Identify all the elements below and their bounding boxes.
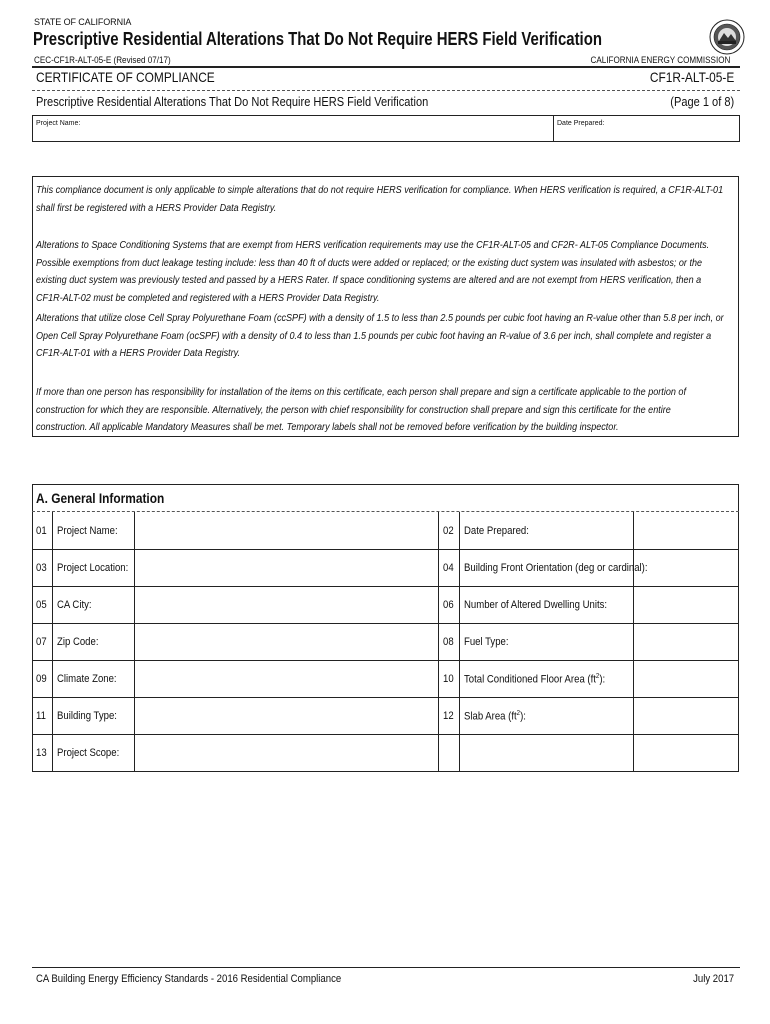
divider: [32, 90, 740, 91]
date-prepared-header-label: Date Prepared:: [557, 120, 605, 127]
field-number: 13: [36, 747, 47, 759]
field-number: 09: [36, 673, 47, 685]
section-a-title: A. General Information: [36, 490, 165, 506]
table-column-line: [52, 512, 53, 771]
field-number: 02: [443, 525, 454, 537]
field-label: Building Front Orientation (deg or cardinal):: [464, 562, 648, 574]
field-label: Project Scope:: [57, 747, 120, 759]
form-revision: CEC-CF1R-ALT-05-E (Revised 07/17): [34, 55, 171, 65]
state-seal-icon: [709, 19, 745, 55]
field-label: Climate Zone:: [57, 673, 117, 685]
instruction-paragraph-4: If more than one person has responsibility for installation of the items on this certificate, each person shall prepare and sign a certificate applicable to the portion of construction for which they are responsible. Alternatively, the person with chief responsibility for construction shall prepare and sign this certificate for the entire construction. All applicable Mandatory Measures shall be met. Temporary labels shall not be removed before verification by the building inspector.: [36, 387, 686, 433]
field-value-input[interactable]: [135, 587, 437, 622]
field-number: 04: [443, 562, 454, 574]
box-border: [739, 115, 740, 142]
field-label: Project Name:: [57, 525, 118, 537]
certificate-label: CERTIFICATE OF COMPLIANCE: [36, 69, 215, 85]
instruction-paragraph-2: Alterations to Space Conditioning Systems that are exempt from HERS verification requirements may use the CF1R-ALT-05 and CF2R- ALT-05 Compliance Documents. Possible exemptions from duct leakage testing include: less than 40 ft of ducts were added or replaced; or the existing duct system was insulated with asbestos; or the existing duct system was previously tested and passed by a HERS Rater. If space conditioning systems are altered and are not exempt from HERS verification, then a CF1R-ALT-02 must be completed and registered with a HERS Provider Data Registry.: [36, 240, 710, 304]
project-name-header-label: Project Name:: [36, 120, 81, 127]
field-value-input[interactable]: [634, 661, 738, 696]
field-number: 03: [36, 562, 47, 574]
field-number: 12: [443, 710, 454, 722]
top-rule: [32, 66, 740, 68]
certificate-subtitle: Prescriptive Residential Alterations That Do Not Require HERS Field Verification: [36, 94, 429, 109]
field-value-input[interactable]: [135, 661, 437, 696]
field-number: 07: [36, 636, 47, 648]
field-value-input[interactable]: [135, 550, 437, 585]
field-label-superscript: 2: [595, 673, 600, 680]
field-value-input[interactable]: [634, 624, 738, 659]
field-label-superscript: 2: [516, 710, 521, 717]
field-number: 08: [443, 636, 454, 648]
field-number: 06: [443, 599, 454, 611]
footer-rule: [32, 967, 740, 968]
instruction-paragraph-1: This compliance document is only applicable to simple alterations that do not require HERS verification for compliance. When HERS verification is required, a CF1R-ALT-01 shall first be registered with a HERS Provider Data Registry.: [36, 185, 724, 214]
instruction-paragraph-3: Alterations that utilize close Cell Spray Polyurethane Foam (ccSPF) with a density of 1.5 to less than 2.5 pounds per cubic foot having an R-value other than 5.8 per inch, or Open Cell Spray Polyurethane Foam (ocSPF) with a density of 0.4 to less than 1.5 pounds per cubic foot having an R-value of 3.6 per inch, shall complete and register a CF1R-ALT-01 with a HERS Provider Data Registry.: [36, 313, 724, 359]
field-value-input[interactable]: [634, 513, 738, 548]
divider: [32, 115, 740, 116]
field-label: Date Prepared:: [464, 525, 529, 537]
footer-date: July 2017: [693, 973, 734, 985]
field-label: Number of Altered Dwelling Units:: [464, 599, 608, 611]
footer-standards: CA Building Energy Efficiency Standards - 2016 Residential Compliance: [36, 973, 342, 985]
field-number: 05: [36, 599, 47, 611]
field-value-input[interactable]: [135, 513, 437, 548]
field-label: Building Type:: [57, 710, 117, 722]
field-number: 10: [443, 673, 454, 685]
field-number: 01: [36, 525, 47, 537]
field-label: Slab Area $(ft^2)$:: [464, 710, 526, 723]
box-bottom: [32, 141, 740, 142]
field-value-input[interactable]: [135, 735, 437, 770]
form-title: Prescriptive Residential Alterations That Do Not Require HERS Field Verification: [33, 29, 602, 49]
page-indicator: (Page 1 of 8): [670, 94, 734, 109]
box-divider: [553, 115, 554, 142]
field-number: 11: [36, 710, 46, 722]
table-column-line: [459, 512, 460, 771]
field-label: Zip Code:: [57, 636, 99, 648]
field-label: CA City:: [57, 599, 92, 611]
field-label: Project Location:: [57, 562, 129, 574]
field-value-input[interactable]: [634, 698, 738, 733]
table-column-line: [438, 512, 439, 771]
field-value-input[interactable]: [634, 550, 738, 585]
field-value-input[interactable]: [135, 698, 437, 733]
field-value-input[interactable]: [135, 624, 437, 659]
state-label: STATE OF CALIFORNIA: [34, 17, 132, 27]
field-value-input[interactable]: [634, 587, 738, 622]
box-border: [32, 115, 33, 142]
agency-name: CALIFORNIA ENERGY COMMISSION: [590, 55, 730, 65]
field-label-suffix: ):: [599, 673, 606, 686]
field-label-suffix: ):: [520, 710, 526, 723]
form-code: CF1R-ALT-05-E: [649, 69, 734, 85]
field-label: Fuel Type:: [464, 636, 509, 648]
field-label: Total Conditioned Floor Area $(ft^2)$:: [464, 673, 606, 686]
